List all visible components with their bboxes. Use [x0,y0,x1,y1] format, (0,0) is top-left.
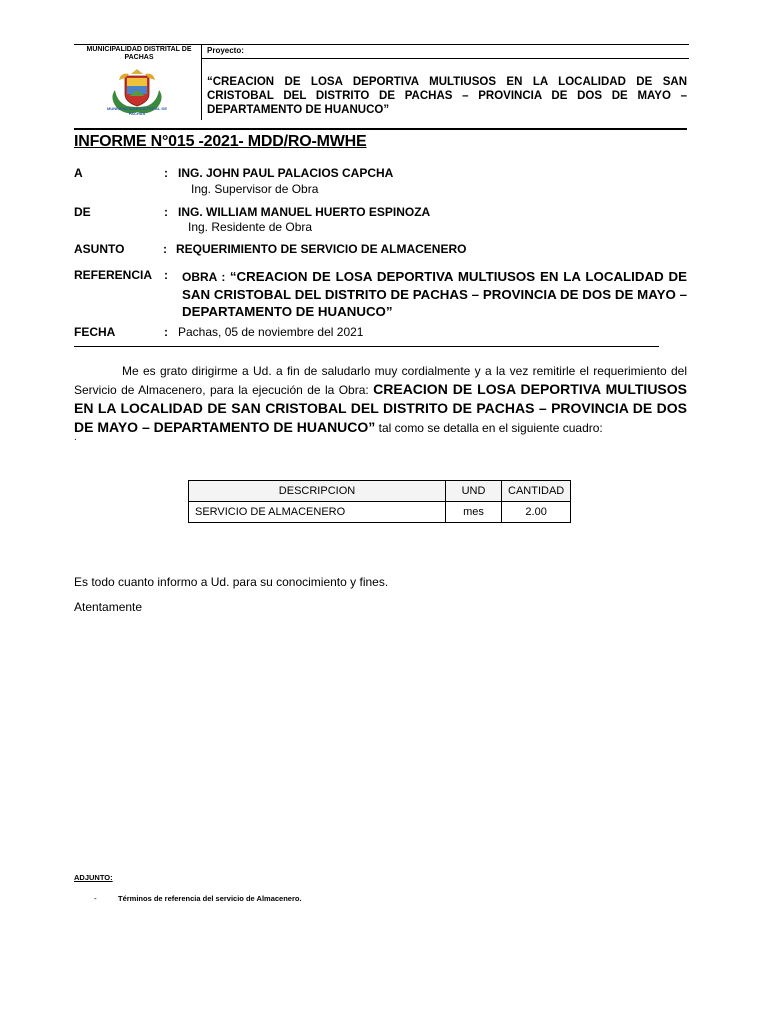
to-role: Ing. Supervisor de Obra [191,182,319,196]
header-project-rule [201,58,689,59]
project-label: Proyecto: [207,46,244,55]
subject-colon: : [163,242,167,256]
header-top-rule [74,44,689,45]
reference-prefix: OBRA : [182,270,230,284]
table-cell-quantity: 2.00 [502,502,571,523]
project-title: “CREACION DE LOSA DEPORTIVA MULTIUSOS EN LA LOCALIDAD DE SAN CRISTOBAL DEL DISTRITO DE PACHAS – PROVINCIA DE DOS DE MAYO – DEPARTAMENTO DE HUANUCO” [207,76,687,116]
reference-text: “CREACION DE LOSA DEPORTIVA MULTIUSOS EN LA LOCALIDAD DE SAN CRISTOBAL DEL DISTRITO DE PACHAS – PROVINCIA DE DOS DE MAYO – DEPARTAMENTO DE HUANUCO” [182,269,687,319]
closing-text: Es todo cuanto informo a Ud. para su conocimiento y fines. [74,575,389,589]
body-intro: Me es grato dirigirme a Ud. a fin de saludarlo muy cordialmente y a la vez remitirle el requerimiento del Servicio de Almacenero, para la ejecución de la Obra: [74,364,687,397]
table-cell-unit: mes [446,502,502,523]
to-name: ING. JOHN PAUL PALACIOS CAPCHA [178,166,394,180]
header-bottom-rule [74,128,687,130]
table-header-row [189,481,571,502]
table-header-description: DESCRIPCION [189,481,446,502]
to-label: A [74,166,83,180]
date-colon: : [164,325,168,339]
logo-caption: MUNICIPALIDAD DISTRITAL DE PACHAS [107,106,167,116]
attachments-label: ADJUNTO: [74,873,113,882]
header-column-divider [201,44,202,120]
reference-label: REFERENCIA [74,268,153,282]
body-obra: CREACION DE LOSA DEPORTIVA MULTIUSOS EN LA LOCALIDAD DE SAN CRISTOBAL DEL DISTRITO DE PACHAS – PROVINCIA DE DOS DE MAYO – DEPARTAMENTO DE HUANUCO” [74,381,687,435]
municipality-name: MUNICIPALIDAD DISTRITAL DE PACHAS [86,46,192,61]
body-paragraph [74,362,687,437]
report-title: INFORME N°015 -2021- MDD/RO-MWHE [74,133,367,150]
from-role: Ing. Residente de Obra [188,220,313,234]
to-colon: : [164,166,168,180]
table-header-quantity: CANTIDAD [502,481,571,502]
from-label: DE [74,205,91,219]
subject-label: ASUNTO [74,242,125,256]
signoff: Atentamente [74,600,143,614]
from-name: ING. WILLIAM MANUEL HUERTO ESPINOZA [178,205,431,219]
table-header-unit: UND [446,481,502,502]
table-row [189,502,571,523]
date-label: FECHA [74,325,116,339]
from-colon: : [164,205,168,219]
attachment-bullet: - [94,894,97,903]
table-cell-description: SERVICIO DE ALMACENERO [189,502,446,523]
date-value: Pachas, 05 de noviembre del 2021 [178,325,364,339]
attachment-item: Términos de referencia del servicio de Almacenero. [118,894,302,903]
date-rule [74,346,659,347]
body-outro: tal como se detalla en el siguiente cuadro: [375,421,603,435]
reference-colon: : [164,268,168,282]
requirement-table [188,480,571,523]
body-dot: . [74,432,77,443]
reference-value [182,268,687,320]
subject-value: REQUERIMIENTO DE SERVICIO DE ALMACENERO [176,242,467,256]
